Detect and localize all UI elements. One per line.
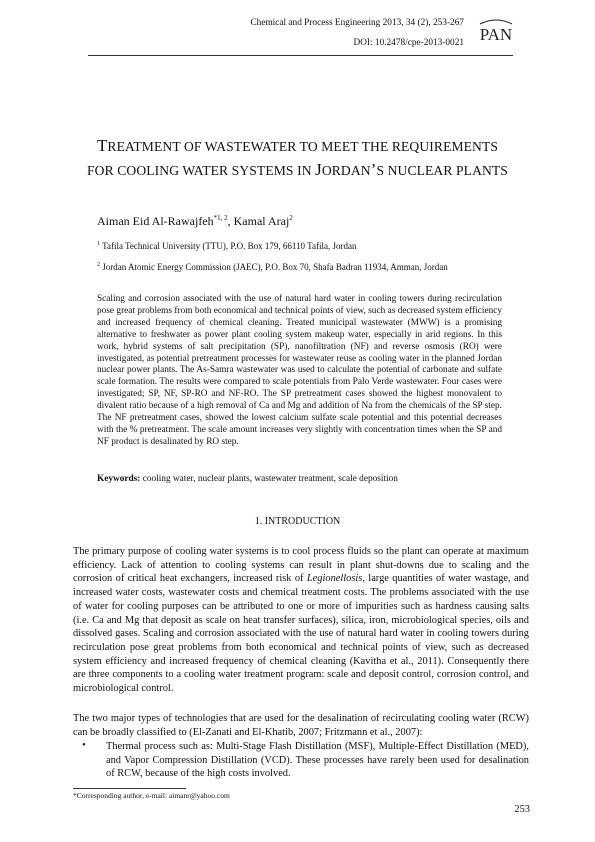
author-name: Aiman Eid Al-Rawajfeh — [97, 214, 214, 228]
keywords — [97, 474, 502, 484]
page-number: 253 — [514, 804, 530, 815]
paragraph-text: , large quantities of water wastage, and increased water costs, wastewater costs and chemical treatment costs. The problems associated with the use of water for cooling purposes can be attributed to one or more of impurities such as hardness causing salts (i.e. Ca and Mg that deposit as scale on heat transfer surfaces), silica, iron, microbiological species, oils and dissolved gases. Scaling and corrosion associated with the use of natural hard water in cooling towers during recirculation pose great problems from both economical and technical points of view, such as decreased system efficiency and increased frequency of chemical cleaning (Kavitha et al., 2011). Consequently there are three components to a cooling water treatment program: scale and deposit control, corrosion control, and microbiological control. — [73, 573, 529, 695]
title-initial-capital: T — [96, 136, 108, 155]
header-divider — [88, 55, 513, 56]
pan-logo-icon — [474, 16, 518, 52]
abstract: Scaling and corrosion associated with the use of natural hard water in cooling towers during recirculation pose great problems from both economical and technical points of view, such as decreased system efficiency and increased frequency of chemical cleaning. Treated municipal wastewater (MWW) is a promising alternative to freshwater as power plant cooling system makeup water, especially in arid regions. In this work, hybrid systems of salt precipitation (SP), nanofiltration (NF) and reverse osmosis (RO) were investigated, as potential pretreatment processes for wastewater reuse as cooling water in the planned Jordan nuclear power plants. The As-Samra wastewater was used to calculate the potential of carbonate and sulfate scale formation. The results were compared to scale potentials from Palo Verde wastewater. Four cases were investigated; SP, NF, SP-RO and NF-RO. The SP pretreatment cases showed the highest monovalent to divalent ratio because of a high removal of Ca and Mg and addition of Na from the chemicals of the SP step. The NF pretreatment cases, showed the lowest calcium sulfate scale potential and this potential decreases with the % pretreatment. The scale amount increases very slightly with concentration times when the SP and NF product is desalinated by RO step. — [97, 294, 502, 447]
affiliation-mark: 2 — [97, 262, 100, 268]
author-affiliation-mark: 2 — [289, 214, 293, 222]
footnote-divider — [73, 788, 186, 789]
author-affiliation-mark: *1, 2 — [213, 214, 228, 222]
keywords-label: Keywords: — [97, 474, 141, 484]
title-line-1 — [60, 134, 535, 158]
keywords-text: cooling water, nuclear plants, wastewater treatment, scale deposition — [140, 474, 398, 484]
paragraph-text: The primary purpose of cooling water systems is to cool process fluids so the plant can operate at maximum efficiency. Lack of attention to cooling systems can result in plant shut-downs due to scaling and the corrosion of critical heat exchangers, increased risk of — [73, 546, 529, 585]
author-name: Kamal Araj — [233, 214, 290, 228]
journal-citation: Chemical and Process Engineering 2013, 34 (2), 253-267 — [250, 18, 464, 28]
pan-logo-text: PAN — [479, 25, 513, 44]
title-line-2-text-a: FOR COOLING WATER SYSTEMS IN — [87, 163, 316, 178]
bullet-icon: • — [82, 740, 86, 751]
list-item: Thermal process such as: Multi-Stage Flash Distillation (MSF), Multiple-Effect Distillation (MED), and Vapor Compression Distillation (VCD). These processes have rarely been used for desalination of RCW, because of the high costs involved. — [106, 741, 529, 780]
author-separator: , — [227, 214, 234, 228]
title-line-2 — [60, 158, 535, 182]
paper-title — [60, 134, 535, 182]
author-list — [97, 214, 293, 229]
affiliation-text: Jordan Atomic Energy Commission (JAEC), P.O. Box 70, Shafa Badran 11934, Amman, Jordan — [100, 262, 448, 272]
body-paragraph: The two major types of technologies that are used for the desalination of recirculating cooling water (RCW) can be broadly classified to (El-Zanati and El-Khatib, 2007; Fritzmann et al., 2007): — [73, 713, 529, 738]
section-heading: 1. INTRODUCTION — [254, 516, 341, 527]
affiliation — [97, 262, 448, 272]
affiliation-mark: 1 — [97, 241, 100, 247]
affiliation — [97, 241, 356, 251]
affiliation-text: Tafila Technical University (TTU), P.O. Box 179, 66110 Tafila, Jordan — [100, 241, 357, 251]
footnote: *Corresponding author, e-mail: aimanr@yahoo.com — [73, 791, 230, 800]
italic-term: Legionellosis — [306, 573, 363, 585]
pan-logo — [474, 16, 518, 52]
title-line-1-text: REATMENT OF WASTEWATER TO MEET THE REQUIREMENTS — [107, 139, 499, 154]
body-paragraph — [73, 545, 529, 696]
title-line-2-text-b: ORDAN — [321, 163, 371, 178]
title-apostrophe: ’ — [370, 160, 377, 179]
title-capital-j: J — [315, 160, 322, 179]
doi: DOI: 10.2478/cpe-2013-0021 — [353, 38, 464, 48]
title-line-2-text-c: S NUCLEAR PLANTS — [376, 163, 508, 178]
